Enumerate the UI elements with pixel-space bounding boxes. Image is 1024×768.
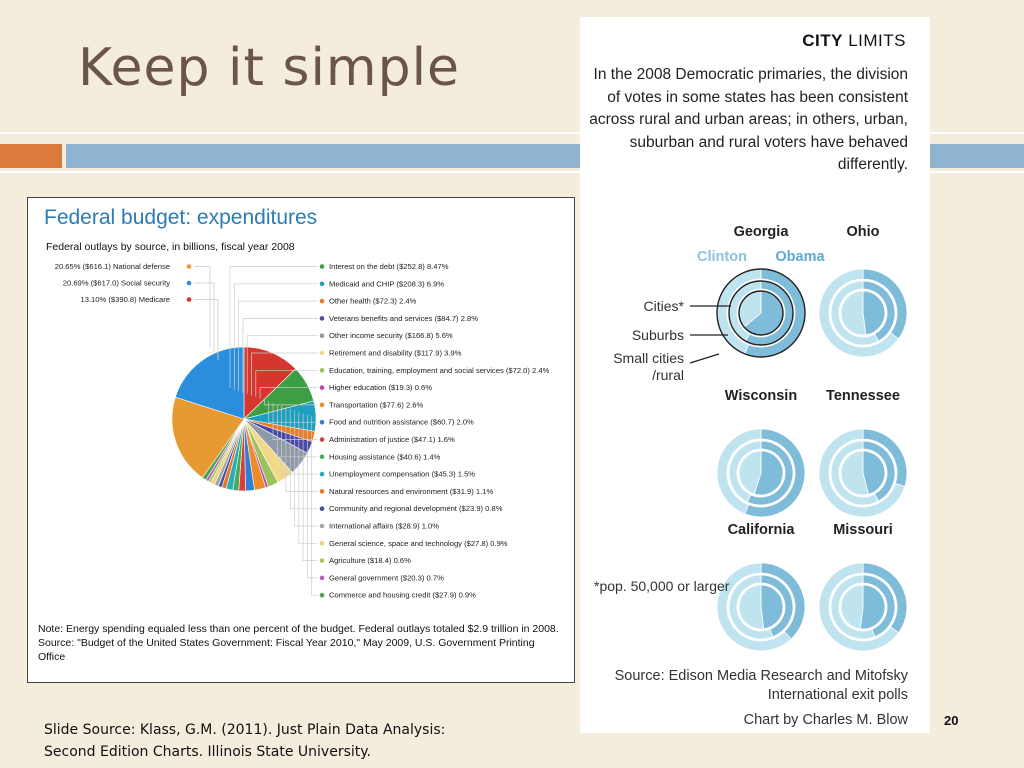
ring-label-cities: Cities* (643, 298, 684, 314)
right-legend-dot-interest-on-the-debt (320, 264, 325, 269)
right-label-food-and-nutrition-assistance: Food and nutrition assistance ($60.7) 2.0% (329, 417, 474, 427)
ring-label-suburbs: Suburbs (631, 327, 684, 343)
right-label-interest-on-the-debt: Interest on the debt ($252.8) 8.47% (329, 262, 449, 271)
right-legend-dot-natural-resources-and-environment (320, 489, 325, 494)
budget-chart-subtitle: Federal outlays by source, in billions, fiscal year 2008 (46, 241, 295, 253)
right-label-education-training-employment-and-social-services: Education, training, employment and social services ($72.0) 2.4% (329, 365, 550, 375)
budget-chart-title: Federal budget: expenditures (44, 206, 318, 229)
slide-title: Keep it simple (78, 38, 461, 98)
right-legend-dot-retirement-and-disability (320, 351, 325, 356)
left-legend-dot-national-defense (187, 264, 192, 269)
right-label-international-affairs: International affairs ($28.9) 1.0% (329, 521, 440, 531)
accent-bar-orange (0, 144, 62, 168)
right-legend-dot-transportation (320, 403, 325, 408)
left-label-social-security: 20.69% ($617.0) Social security (62, 278, 170, 288)
right-label-higher-education: Higher education ($19.3) 0.6% (329, 383, 433, 393)
state-rings-california (717, 563, 805, 651)
city-limits-figure (580, 17, 930, 733)
brand-rest: LIMITS (848, 31, 906, 50)
right-legend-dot-international-affairs (320, 524, 325, 529)
federal-budget-figure (27, 197, 575, 683)
ring-pointer (690, 354, 719, 363)
legend-obama: Obama (775, 249, 825, 265)
right-legend-dot-unemployment-compensation (320, 472, 325, 477)
state-label-ohio: Ohio (846, 224, 880, 240)
city-limits-chart (580, 17, 930, 733)
city-limits-intro: In the 2008 Democratic primaries, the division of votes in some states has been consistent across rural and urban areas; in others, urban, suburban and rural voters have behaved differently. (589, 66, 908, 173)
population-note: *pop. 50,000 or larger (594, 578, 730, 594)
right-legend-dot-general-science-space-and-technology (320, 541, 325, 546)
right-leader-line (312, 417, 317, 596)
state-rings-missouri (819, 563, 907, 651)
right-legend-dot-medicaid-and-chip (320, 282, 325, 287)
right-legend-dot-food-and-nutrition-assistance (320, 420, 325, 425)
ring-label-line: /rural (652, 367, 684, 383)
state-label-tennessee: Tennessee (826, 388, 900, 404)
budget-source: Source: "Budget of the United States Government: Fiscal Year 2010," May 2009, U.S. Government Printing Office (38, 637, 535, 663)
right-label-agriculture: Agriculture ($18.4) 0.6% (329, 556, 411, 566)
right-label-general-government: General government ($20.3) 0.7% (329, 573, 444, 583)
budget-note-block (38, 622, 563, 664)
right-legend-dot-housing-assistance (320, 455, 325, 460)
legend-clinton: Clinton (697, 249, 747, 265)
right-label-housing-assistance: Housing assistance ($40.6) 1.4% (329, 452, 441, 462)
right-legend-dot-general-government (320, 576, 325, 581)
right-legend-dot-agriculture (320, 558, 325, 563)
right-label-general-science-space-and-technology: General science, space and technology ($27.8) 0.9% (329, 538, 508, 548)
right-label-community-and-regional-development: Community and regional development ($23.9) 0.8% (329, 504, 503, 514)
right-label-retirement-and-disability: Retirement and disability ($117.9) 3.9% (329, 348, 462, 358)
ring-label-small-cities-rural (613, 350, 684, 383)
slide-source (44, 719, 445, 763)
right-legend-dot-higher-education (320, 385, 325, 390)
state-rings-wisconsin (717, 429, 805, 517)
budget-pie-chart (28, 198, 575, 683)
left-legend-dot-social-security (187, 281, 192, 286)
city-limits-source: Source: Edison Media Research and Mitofsky International exit polls (614, 668, 908, 703)
state-rings-tennessee (819, 429, 907, 517)
left-label-national-defense: 20.65% ($616.1) National defense (54, 262, 170, 271)
right-label-unemployment-compensation: Unemployment compensation ($45.3) 1.5% (329, 469, 476, 479)
right-legend-dot-veterans-benefits-and-services (320, 316, 325, 321)
right-legend-dot-community-and-regional-development (320, 506, 325, 511)
right-legend-dot-commerce-and-housing-credit (320, 593, 325, 598)
right-legend-dot-other-income-security (320, 333, 325, 338)
city-limits-credit: Chart by Charles M. Blow (743, 712, 908, 728)
right-label-commerce-and-housing-credit: Commerce and housing credit ($27.9) 0.9% (329, 590, 476, 600)
right-label-administration-of-justice: Administration of justice ($47.1) 1.6% (329, 435, 455, 444)
brand-bold: CITY (802, 31, 843, 50)
state-rings-ohio (819, 269, 907, 357)
right-legend-dot-administration-of-justice (320, 437, 325, 442)
right-label-transportation: Transportation ($77.6) 2.6% (329, 400, 424, 410)
left-leader-line (194, 283, 214, 354)
right-label-other-income-security: Other income security ($166.8) 5.6% (329, 331, 453, 341)
right-label-medicaid-and-chip: Medicaid and CHIP ($208.3) 6.9% (329, 279, 445, 289)
right-legend-dot-education-training-employment-and-social-services (320, 368, 325, 373)
left-legend-dot-medicare (187, 297, 192, 302)
right-label-other-health: Other health ($72.3) 2.4% (329, 296, 417, 306)
slide-source-line-2: Second Edition Charts. Illinois State University. (44, 744, 371, 760)
ring-label-line: Small cities (613, 350, 684, 366)
state-label-california: California (727, 522, 795, 538)
left-leader-line (194, 267, 210, 349)
right-label-natural-resources-and-environment: Natural resources and environment ($31.9) 1.1% (329, 486, 494, 496)
state-label-georgia: Georgia (733, 224, 789, 240)
budget-note: Note: Energy spending equaled less than one percent of the budget. Federal outlays totaled $2.9 trillion in 2008. (38, 623, 559, 635)
right-label-veterans-benefits-and-services: Veterans benefits and services ($84.7) 2.8% (329, 313, 479, 323)
state-label-missouri: Missouri (833, 522, 893, 538)
slide-source-line-1: Slide Source: Klass, G.M. (2011). Just Plain Data Analysis: (44, 722, 446, 738)
left-label-medicare: 13.10% ($390.8) Medicare (80, 295, 170, 304)
page-number: 20 (944, 713, 959, 728)
state-label-wisconsin: Wisconsin (724, 388, 798, 404)
right-legend-dot-other-health (320, 299, 325, 304)
